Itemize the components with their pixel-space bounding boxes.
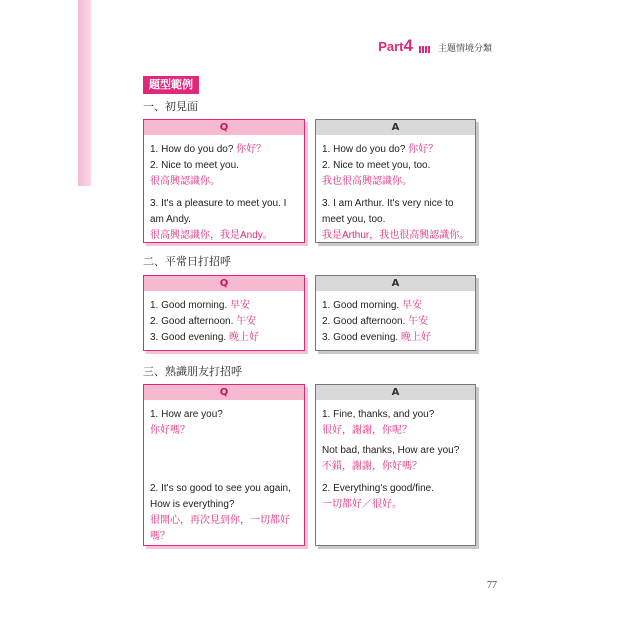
dialogue-line (322, 315, 428, 328)
dialogue-line (150, 530, 170, 543)
dialogue-line (322, 229, 469, 242)
dialogue-line (150, 159, 239, 172)
english-text: 2. Good afternoon. (150, 316, 237, 327)
question-header: Q (144, 385, 304, 400)
question-box-2 (143, 275, 305, 351)
english-text: 3. Good evening. (150, 332, 229, 343)
dialogue-line (322, 299, 422, 312)
chinese-translation: 很高興認識你，我是Andy。 (150, 230, 273, 241)
page-header (378, 36, 492, 56)
chinese-translation: 很好，謝謝，你呢？ (322, 425, 412, 436)
answer-header: A (316, 385, 475, 400)
chinese-translation: 一切都好／很好。 (322, 499, 402, 510)
dialogue-line (322, 331, 431, 344)
english-text: 3. It's a pleasure to meet you. I (150, 198, 287, 209)
example-badge: 題型範例 (143, 76, 199, 94)
dialogue-line (150, 514, 290, 527)
english-text: 1. How do you do? (322, 144, 409, 155)
dialogue-line (150, 143, 266, 156)
dialogue-line (150, 175, 220, 188)
chinese-translation: 晚上好 (400, 332, 431, 343)
section-heading: 主題情境分類 (437, 44, 492, 54)
english-text: 1. How do you do? (150, 144, 237, 155)
english-text: 1. Good morning. (150, 300, 231, 311)
english-text: 2. Nice to meet you, too. (322, 160, 431, 171)
dialogue-line (150, 331, 259, 344)
answer-box-3 (315, 384, 476, 546)
dialogue-line (322, 498, 402, 511)
english-text: meet you, too. (322, 214, 386, 225)
dialogue-line (150, 315, 256, 328)
chinese-translation: 你好？ (408, 144, 439, 155)
dialogue-line (150, 408, 223, 421)
question-box-3 (143, 384, 305, 546)
english-text: 3. I am Arthur. It's very nice to (322, 198, 454, 209)
chinese-translation: 嗎？ (150, 531, 170, 542)
dialogue-line (150, 498, 234, 511)
dialogue-line (150, 197, 286, 210)
dialogue-line (322, 197, 453, 210)
english-text: 1. How are you? (150, 409, 223, 420)
dialogue-line (150, 299, 250, 312)
english-text: 3. Good evening. (322, 332, 401, 343)
english-text: 2. Everything's good/fine. (322, 483, 434, 494)
answer-header: A (316, 276, 475, 291)
dialogue-line (322, 460, 422, 473)
english-text: 2. It's so good to see you again, (150, 483, 291, 494)
chinese-translation: 午安 (408, 316, 429, 327)
section-title-2: 二、平常日打招呼 (143, 255, 231, 268)
english-text: 2. Nice to meet you. (150, 160, 239, 171)
english-text: How is everything? (150, 499, 235, 510)
dialogue-line (150, 424, 190, 437)
answer-box-1 (315, 119, 476, 243)
dialogue-line (322, 444, 459, 457)
dialogue-line (322, 143, 438, 156)
dialogue-line (150, 482, 291, 495)
chinese-translation: 早安 (230, 300, 251, 311)
chinese-translation: 早安 (402, 300, 423, 311)
question-header: Q (144, 120, 304, 135)
section-title-3: 三、熟識朋友打招呼 (143, 365, 242, 378)
dialogue-line (322, 482, 434, 495)
answer-header: A (316, 120, 475, 135)
chinese-translation: 晚上好 (228, 332, 259, 343)
dialogue-line (150, 229, 273, 242)
english-text: 2. Good afternoon. (322, 316, 409, 327)
question-header: Q (144, 276, 304, 291)
english-text: am Andy. (150, 214, 191, 225)
english-text: Not bad, thanks, How are you? (322, 445, 460, 456)
answer-box-2 (315, 275, 476, 351)
dialogue-line (322, 424, 412, 437)
question-box-1 (143, 119, 305, 243)
dialogue-line (322, 175, 412, 188)
chinese-translation: 你好？ (236, 144, 267, 155)
chinese-translation: 很高興認識你。 (150, 176, 220, 187)
section-title-1: 一、初見面 (143, 100, 198, 113)
chinese-translation: 不錯，謝謝，你好嗎？ (322, 461, 422, 472)
dialogue-line (322, 213, 385, 226)
dialogue-line (150, 213, 191, 226)
part-label: Part4 (378, 36, 413, 55)
page-number: 77 (487, 580, 497, 591)
english-text: 1. Good morning. (322, 300, 403, 311)
chinese-translation: 我是Arthur，我也很高興認識你。 (322, 230, 470, 241)
chinese-translation: 你好嗎？ (150, 425, 190, 436)
side-tab-decoration (78, 0, 91, 186)
english-text: 1. Fine, thanks, and you? (322, 409, 435, 420)
stripe-decoration (419, 46, 431, 53)
chinese-translation: 很開心，再次見到你，一切都好 (150, 515, 290, 526)
dialogue-line (322, 159, 430, 172)
chinese-translation: 我也很高興認識你。 (322, 176, 412, 187)
dialogue-line (322, 408, 434, 421)
chinese-translation: 午安 (236, 316, 257, 327)
